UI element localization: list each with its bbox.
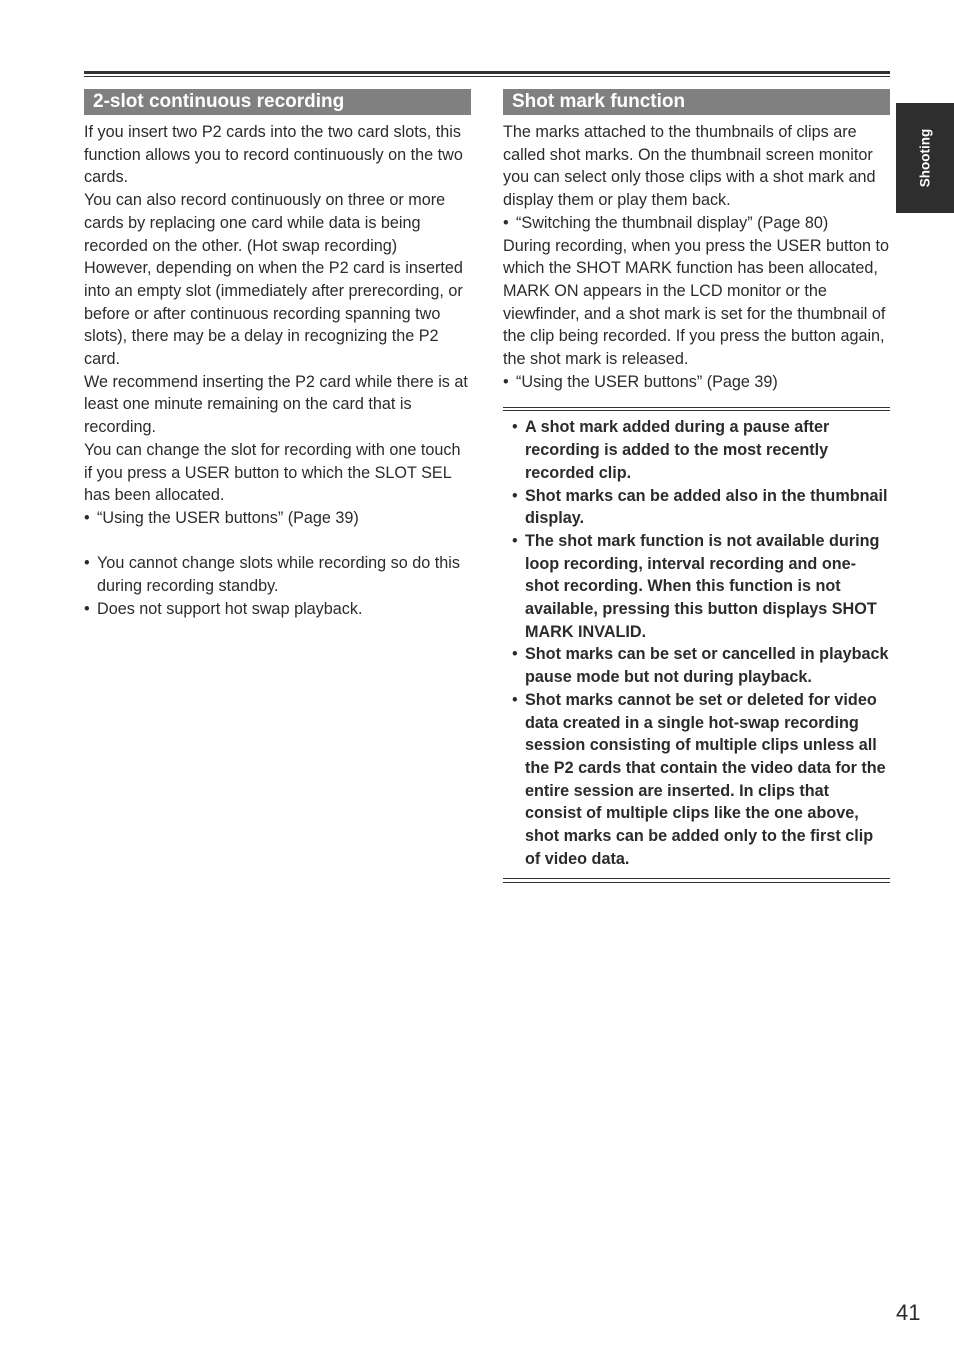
section-2-slot-continuous-recording <box>84 89 471 620</box>
note-item: • Shot marks can be set or cancelled in playback pause mode but not during playback. <box>503 643 890 688</box>
note-item: • Shot marks cannot be set or deleted for video data created in a single hot-swap recording session consisting of multiple clips unless all the P2 cards that contain the video data for the entire session are inserted. In clips that consist of multiple clips like the one above, shot marks can be added only to the first clip of video data. <box>503 689 890 871</box>
paragraph: We recommend inserting the P2 card while there is at least one minute remaining on the card that is recording. <box>84 372 468 437</box>
paragraph: If you insert two P2 cards into the two card slots, this function allows you to record continuously on the two cards. <box>84 123 463 187</box>
paragraph: During recording, when you press the USER button to which the SHOT MARK function has been allocated, MARK ON appears in the LCD monitor or the viewfinder, and a shot mark is set for the thumbnail of the clip being recorded. If you press the button again, the shot mark is released. <box>503 236 890 369</box>
chapter-tab[interactable] <box>896 103 954 213</box>
note-item: • You cannot change slots while recording so do this during recording standby. <box>84 552 471 597</box>
section-heading: 2-slot continuous recording <box>84 89 471 115</box>
section-body <box>503 121 890 393</box>
spacer <box>84 530 471 553</box>
note-item: • Shot marks can be added also in the thumbnail display. <box>503 485 890 530</box>
section-shot-mark-function <box>503 89 890 883</box>
note-item: • Does not support hot swap playback. <box>84 598 471 621</box>
notes-bottom-rule <box>503 882 890 883</box>
page-reference-link[interactable]: • “Using the USER buttons” (Page 39) <box>503 371 890 394</box>
section-heading: Shot mark function <box>503 89 890 115</box>
paragraph: You can also record continuously on three or more cards by replacing one card while data is being recorded on the other. (Hot swap recording) <box>84 191 446 255</box>
page-reference-link[interactable]: • “Using the USER buttons” (Page 39) <box>84 507 471 530</box>
top-rule-thin <box>84 76 890 77</box>
page-number: 41 <box>896 1300 921 1325</box>
section-body <box>84 121 471 620</box>
chapter-tab-label: Shooting <box>917 128 933 188</box>
note-item: • A shot mark added during a pause after recording is added to the most recently recorded clip. <box>503 416 890 484</box>
paragraph: The marks attached to the thumbnails of clips are called shot marks. On the thumbnail screen monitor you can select only those clips with a shot mark and display them or play them back. <box>503 123 876 210</box>
notes-box <box>503 407 890 878</box>
top-rule <box>84 71 890 74</box>
note-item: • The shot mark function is not available during loop recording, interval recording and one-shot recording. When this function is not available, pressing this button displays SHOT MARK INVALID. <box>503 530 890 644</box>
paragraph: You can change the slot for recording with one touch if you press a USER button to which the SLOT SEL has been allocated. <box>84 440 461 505</box>
page-reference-link[interactable]: • “Switching the thumbnail display” (Page 80) <box>503 212 890 235</box>
paragraph: However, depending on when the P2 card is inserted into an empty slot (immediately after prerecording, or before or after continuous recording spanning two slots), there may be a delay in recognizing the P2 card. <box>84 259 463 369</box>
